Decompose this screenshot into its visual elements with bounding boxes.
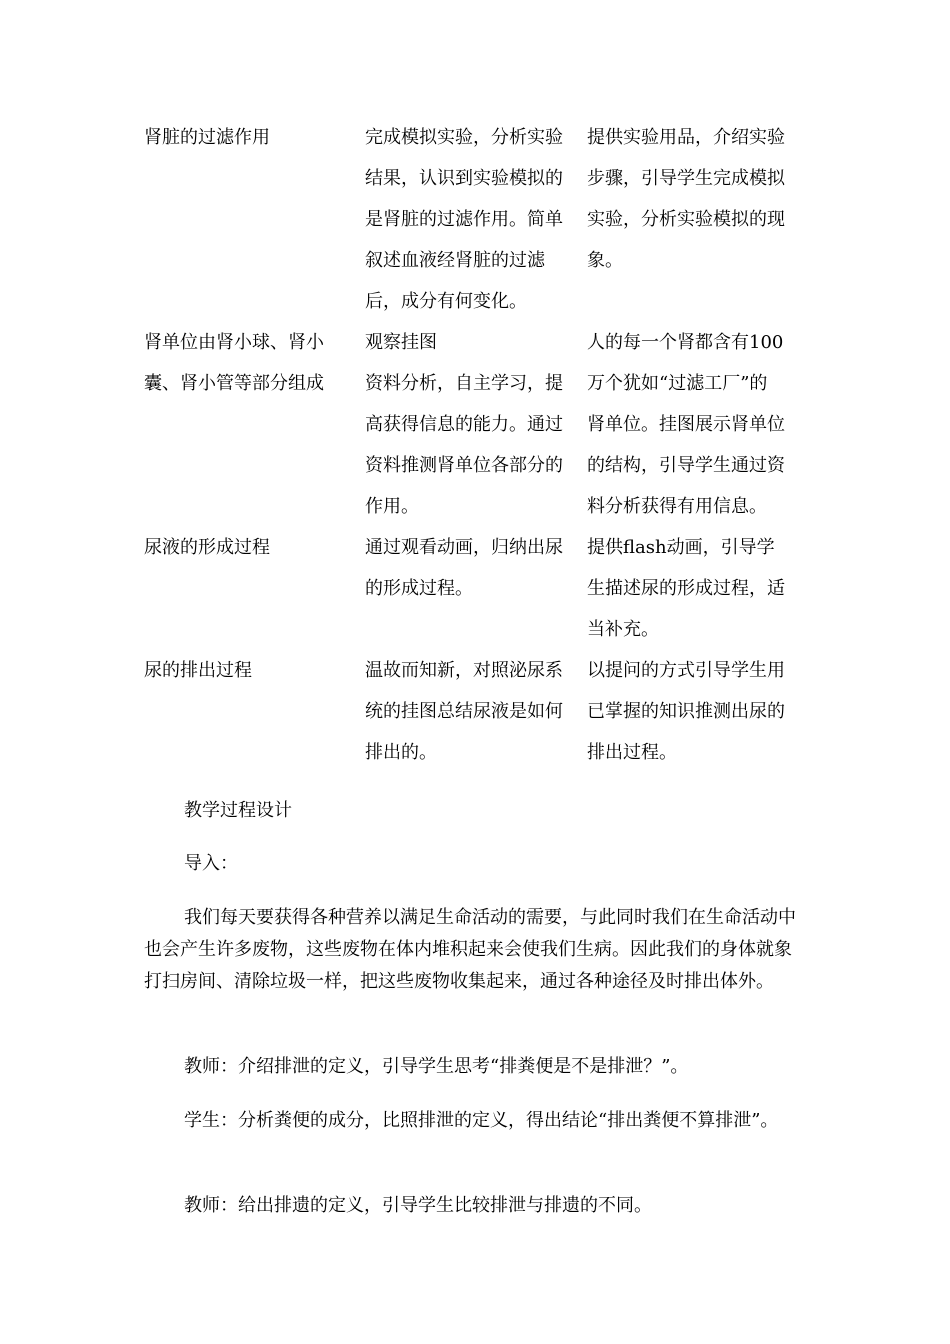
cell-line: 已掌握的知识推测出尿的 [587, 701, 785, 722]
cell-line: 是肾脏的过滤作用。简单 [365, 209, 563, 230]
cell-line: 完成模拟实验，分析实验 [365, 127, 563, 148]
cell-line: 万个犹如“过滤工厂”的 [587, 373, 768, 394]
student-line: 学生：分析粪便的成分，比照排泄的定义，得出结论“排出粪便不算排泄”。 [184, 1110, 779, 1131]
cell-line: 提供实验用品，介绍实验 [587, 127, 785, 148]
cell-line: 肾脏的过滤作用 [144, 127, 270, 148]
cell-line: 作用。 [365, 496, 419, 517]
cell-line: 观察挂图 [365, 332, 437, 353]
intro-paragraph: 我们每天要获得各种营养以满足生命活动的需要，与此同时我们在生命活动中也会产生许多废物，这些废物在体内堆积起来会使我们生病。因此我们的身体就象打扫房间、清除垃圾一样，把这些废物收集起来，通过各种途径及时排出体外。 [144, 907, 796, 992]
cell-line: 资料推测肾单位各部分的 [365, 455, 563, 476]
cell-line: 尿液的形成过程 [144, 537, 270, 558]
cell-line: 高获得信息的能力。通过 [365, 414, 563, 435]
teacher-line-2: 教师：给出排遗的定义，引导学生比较排泄与排遗的不同。 [184, 1195, 652, 1216]
cell-line: 的形成过程。 [365, 578, 473, 599]
topic-cell [144, 117, 349, 158]
cell-line: 提供flash动画，引导学 [587, 537, 775, 558]
cell-line: 人的每一个肾都含有100 [587, 332, 784, 353]
teacher-activity-cell [587, 322, 807, 527]
cell-line: 尿的排出过程 [144, 660, 252, 681]
cell-line: 料分析获得有用信息。 [587, 496, 767, 517]
cell-line: 步骤，引导学生完成模拟 [587, 168, 785, 189]
topic-cell [144, 322, 349, 404]
cell-line: 结果，认识到实验模拟的 [365, 168, 563, 189]
cell-line: 的结构，引导学生通过资 [587, 455, 785, 476]
cell-line: 肾单位由肾小球、肾小 [144, 332, 324, 353]
topic-cell [144, 650, 349, 691]
teacher-activity-cell [587, 650, 807, 773]
cell-line: 当补充。 [587, 619, 659, 640]
cell-line: 囊、肾小管等部分组成 [144, 373, 324, 394]
student-activity-cell [365, 117, 579, 322]
topic-cell [144, 527, 349, 568]
cell-line: 实验，分析实验模拟的现 [587, 209, 785, 230]
teacher-activity-cell [587, 117, 807, 281]
student-activity-cell [365, 527, 579, 609]
cell-line: 统的挂图总结尿液是如何 [365, 701, 563, 722]
student-activity-cell [365, 650, 579, 773]
cell-line: 生描述尿的形成过程，适 [587, 578, 785, 599]
cell-line: 后，成分有何变化。 [365, 291, 527, 312]
cell-line: 肾单位。挂图展示肾单位 [587, 414, 785, 435]
intro-label: 导入： [184, 853, 238, 874]
teacher-line-1: 教师：介绍排泄的定义，引导学生思考“排粪便是不是排泄？”。 [184, 1056, 689, 1077]
cell-line: 通过观看动画，归纳出尿 [365, 537, 563, 558]
cell-line: 象。 [587, 250, 623, 271]
cell-line: 排出的。 [365, 742, 437, 763]
cell-line: 叙述血液经肾脏的过滤 [365, 250, 545, 271]
cell-line: 排出过程。 [587, 742, 677, 763]
teacher-activity-cell [587, 527, 807, 650]
cell-line: 温故而知新，对照泌尿系 [365, 660, 563, 681]
cell-line: 以提问的方式引导学生用 [587, 660, 785, 681]
section-title: 教学过程设计 [184, 800, 292, 821]
student-activity-cell [365, 322, 579, 527]
cell-line: 资料分析，自主学习，提 [365, 373, 563, 394]
